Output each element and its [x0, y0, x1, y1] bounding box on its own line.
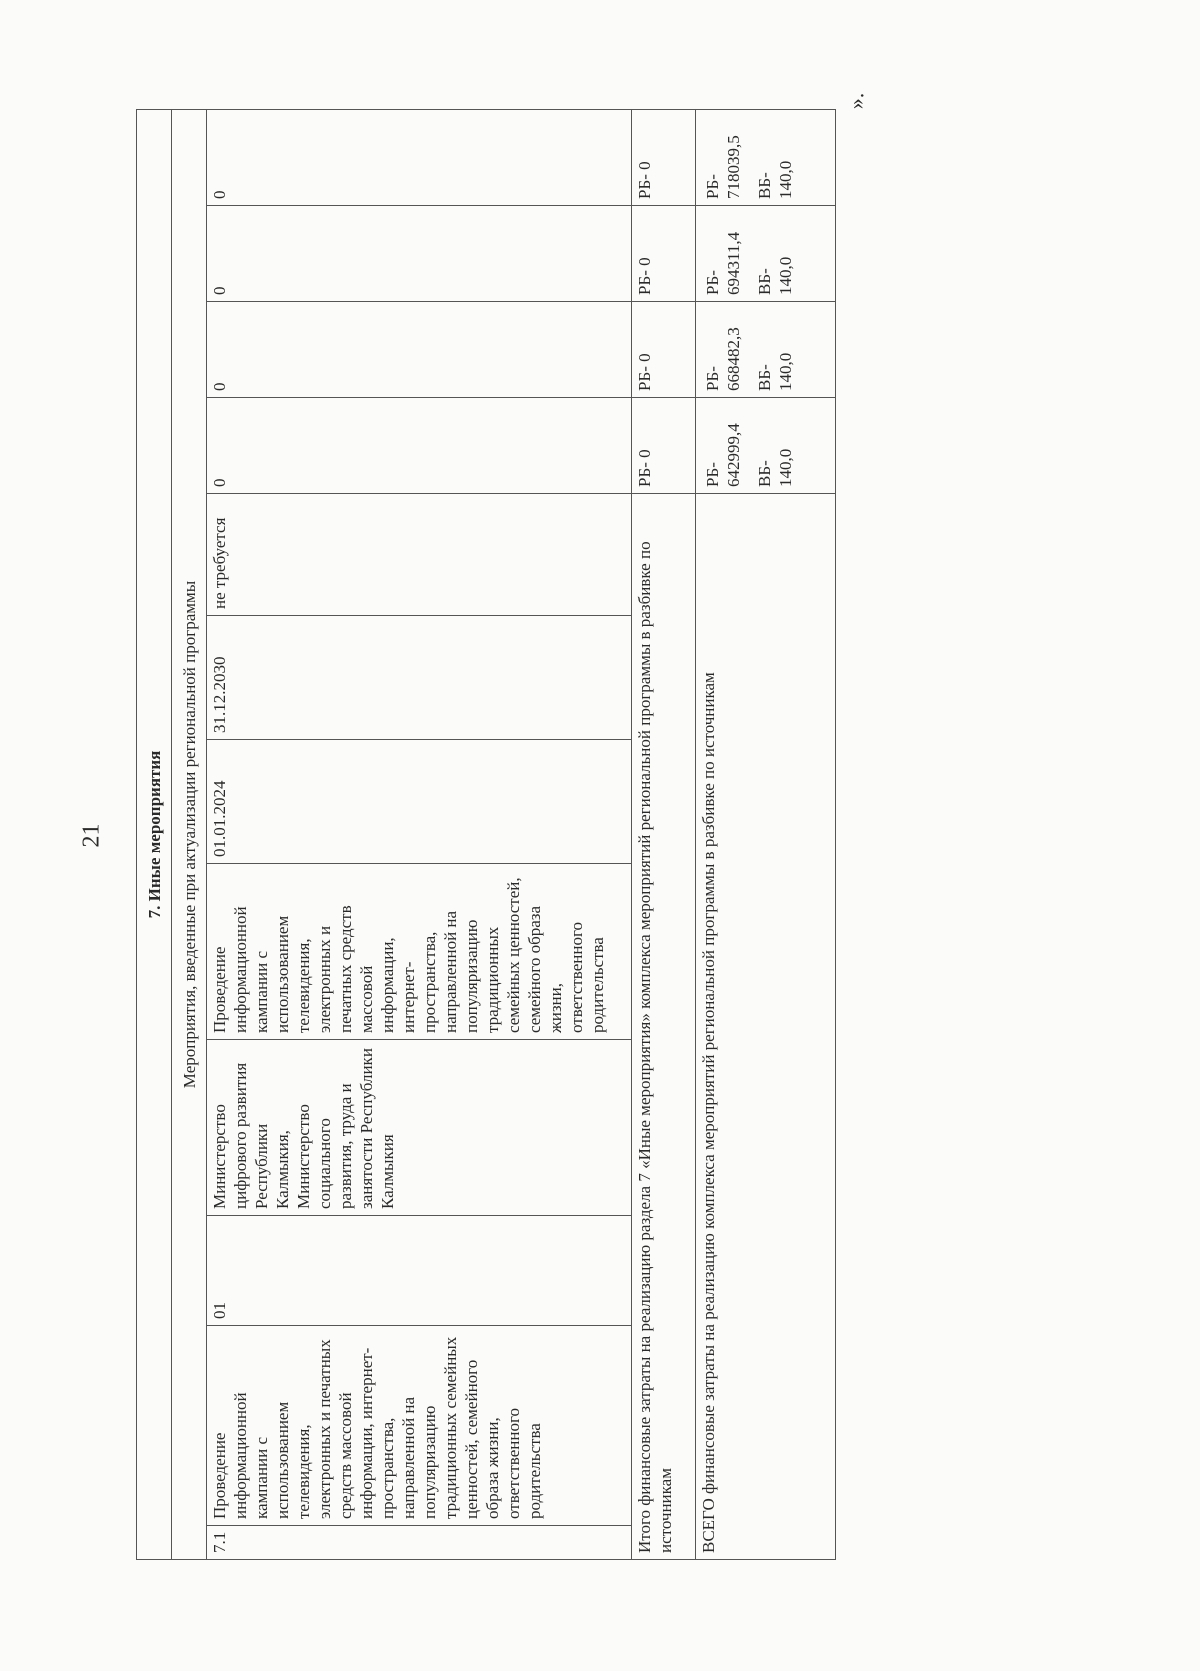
funding-value-3: 0: [207, 206, 632, 302]
total-rb-value: 668482,3: [723, 327, 743, 391]
total-vb-prefix: ВБ-: [754, 268, 774, 295]
row-number: 7.1: [207, 1526, 632, 1560]
page-number: 21: [78, 823, 105, 848]
total-rb-prefix: РБ-: [702, 366, 722, 391]
funding-value-2: 0: [207, 302, 632, 398]
section-title-row: [137, 109, 172, 1559]
responsible-executor: Министерство цифрового развития Республики Калмыкия, Министерство социального развития, труда и занятости Республики Калмыкия: [207, 1040, 632, 1216]
subtotal-value-2: РБ- 0: [632, 302, 696, 398]
rotated-table-container: [136, 110, 836, 1560]
total-vb-prefix: ВБ-: [754, 460, 774, 487]
activities-table: [136, 109, 836, 1560]
total-value-4: [695, 109, 835, 205]
total-row: [695, 109, 835, 1559]
funding-note: не требуется: [207, 494, 632, 616]
subsection-title: Мероприятия, введенные при актуализации региональной программы: [172, 109, 207, 1559]
funding-value-4: 0: [207, 109, 632, 205]
total-label: ВСЕГО финансовые затраты на реализацию комплекса мероприятий региональной программы в разбивке по источникам: [695, 494, 835, 1560]
start-date: 01.01.2024: [207, 740, 632, 864]
total-rb-value: 642999,4: [723, 423, 743, 487]
total-vb-prefix: ВБ-: [754, 172, 774, 199]
total-value-3: [695, 206, 835, 302]
subtotal-label: Итого финансовые затраты на реализацию раздела 7 «Иные мероприятия» комплекса мероприятий региональной программы в разбивке по источникам: [632, 494, 696, 1560]
total-value-2: [695, 302, 835, 398]
total-vb-value: 140,0: [775, 256, 795, 295]
subtotal-row: [632, 109, 696, 1559]
activity-name: Проведение информационной кампании с использованием телевидения, электронных и печатных средств массовой информации, интернет-пространства, направленной на популяризацию традиционных семейных ценностей, семейного образа жизни, ответственного родительства: [207, 1326, 632, 1526]
total-rb-value: 694311,4: [723, 231, 743, 295]
total-rb-prefix: РБ-: [702, 270, 722, 295]
section-title: 7. Иные мероприятия: [137, 109, 172, 1559]
end-date: 31.12.2030: [207, 616, 632, 740]
closing-quote-mark: ».: [843, 92, 869, 110]
total-rb-prefix: РБ-: [702, 462, 722, 487]
total-rb-prefix: РБ-: [702, 174, 722, 199]
subtotal-value-3: РБ- 0: [632, 206, 696, 302]
total-vb-value: 140,0: [775, 160, 795, 199]
total-value-1: [695, 398, 835, 494]
total-rb-value: 718039,5: [723, 135, 743, 199]
expected-result: Проведение информационной кампании с использованием телевидения, электронных и печатных средств массовой информации, интернет-пространства, направленной на популяризацию традиционных семейных ценностей, семейного образа жизни, ответственного родительства: [207, 864, 632, 1040]
subtotal-value-4: РБ- 0: [632, 109, 696, 205]
total-vb-value: 140,0: [775, 448, 795, 487]
total-vb-prefix: ВБ-: [754, 364, 774, 391]
table-row: [207, 109, 632, 1559]
subtotal-value-1: РБ- 0: [632, 398, 696, 494]
funding-value-1: 0: [207, 398, 632, 494]
subsection-title-row: [172, 109, 207, 1559]
activity-code: 01: [207, 1216, 632, 1326]
total-vb-value: 140,0: [775, 352, 795, 391]
